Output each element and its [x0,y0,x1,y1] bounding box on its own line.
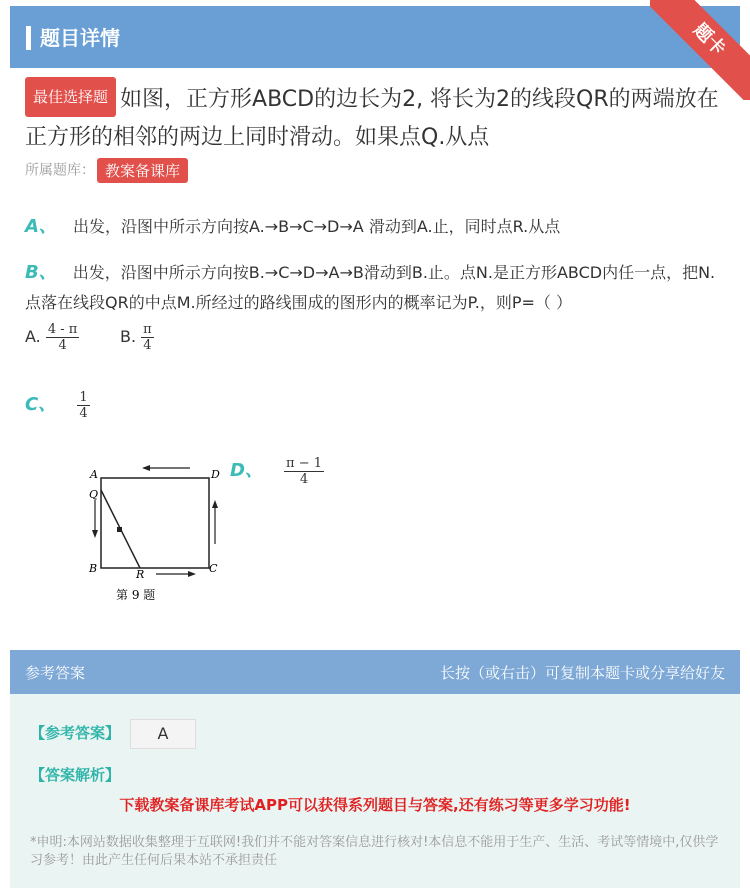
question-text [25,80,725,156]
midpoint-m [117,527,122,532]
option-b-text: 出发，沿图中所示方向按B.→C→D→A→B滑动到B.止。点N.是正方形ABCD内任一点，把N.点落在线段QR的中点M.所经过的路线围成的图形内的概率记为P.，则P=（ ） [25,263,716,312]
question-body: 如图，正方形ABCD的边长为2, 将长为2的线段QR的两端放在正方形的相邻的两边上同时滑动。如果点Q.从点 [25,87,719,150]
option-d[interactable] [230,456,324,487]
option-d-letter: D、 [230,460,263,481]
answer-panel [10,694,740,888]
bank-label: 所属题库： [25,162,95,179]
option-c-letter: C、 [25,394,57,415]
reference-answer-label: 【参考答案】 [30,724,121,742]
question-type-tag: 最佳选择题 [25,77,116,117]
label-c: C [209,562,218,575]
label-q: Q [89,488,99,501]
inline-choice-a [25,322,79,353]
label-d: D [211,468,220,481]
inline-choice-b [120,322,154,353]
share-hint[interactable]: 长按（或右击）可复制本题卡或分享给好友 [439,664,725,682]
option-a-text: 出发，沿图中所示方向按A.→B→C→D→A 滑动到A.止，同时点R.从点 [72,217,561,236]
option-c-fraction: $\frac{1}{4}$ [79,390,88,421]
analysis-label: 【答案解析】 [30,766,121,784]
option-b[interactable] [25,258,725,318]
option-a-letter: A、 [25,216,57,237]
square-diagram [80,460,240,610]
inline-b-label: B. [120,327,137,346]
answer-header-title: 参考答案 [25,664,86,682]
inline-b-fraction: $\frac{\pi}{4}$ [143,322,152,353]
option-d-fraction: $\frac{\pi - 1}{4}$ [286,456,323,487]
label-b: B [89,562,98,575]
inline-a-fraction: $\frac{4 - \pi}{4}$ [47,322,78,353]
reference-answer-value: A [130,719,196,749]
label-r: R [136,568,145,581]
header-accent [26,26,31,50]
option-b-letter: B、 [25,262,57,283]
download-app-promo[interactable]: 下载教案备课库考试APP可以获得系列题目与答案,还有练习等更多学习功能! [119,796,631,814]
ribbon-label: 题卡 [650,0,750,100]
label-a: A [90,468,98,481]
option-a[interactable] [25,212,560,238]
disclaimer-text: *申明:本网站数据收集整理于互联网!我们并不能对答案信息进行核对!本信息不能用于生产、生活、考试等情境中,仅供学习参考！由此产生任何后果本站不承担责任 [30,835,719,868]
answer-header [10,650,740,694]
question-bank [25,158,188,183]
inline-a-label: A. [25,327,41,346]
page-title: 题目详情 [40,26,120,50]
header-bar [10,6,740,68]
option-c[interactable] [25,390,90,421]
bank-tag[interactable]: 教案备课库 [97,158,188,183]
diagram-caption: 第 9 题 [116,588,156,602]
